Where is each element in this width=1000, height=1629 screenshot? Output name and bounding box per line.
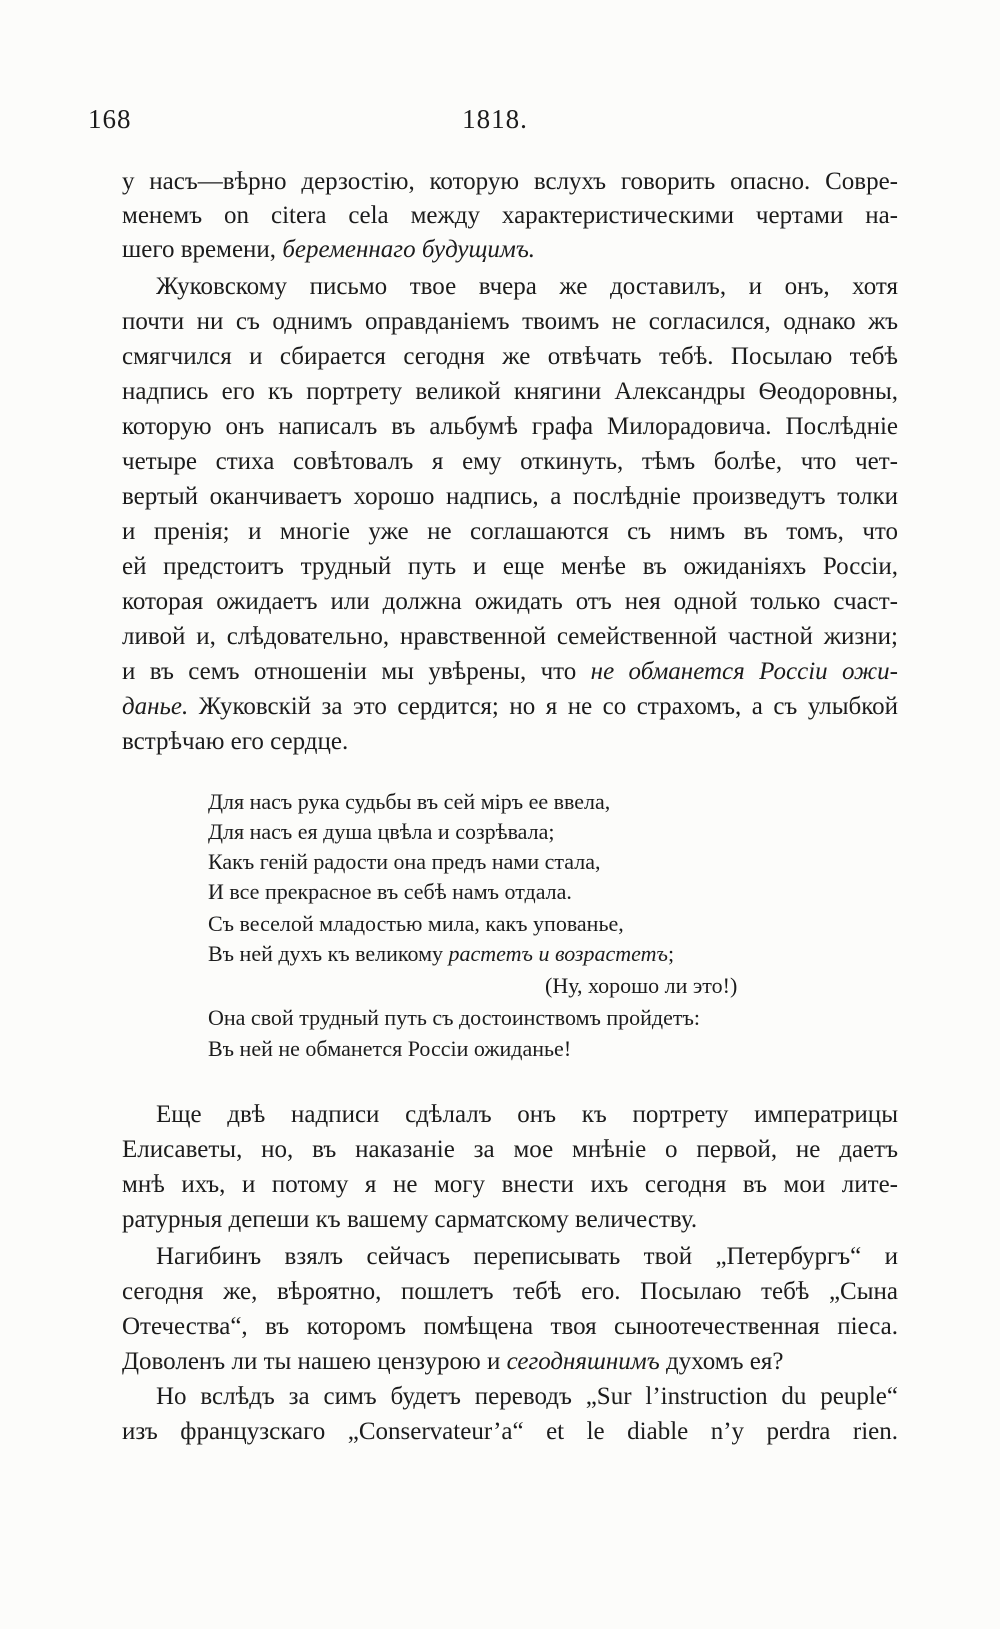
text-line: и пренія; и многіе уже не соглашаются съ нимъ въ томъ, что (122, 518, 898, 545)
verse-line: Для насъ рука судьбы въ сей міръ ее ввела, (208, 789, 611, 814)
page-number: 168 (88, 104, 132, 134)
text-line: Нагибинъ взялъ сейчасъ переписывать твой „Петербургъ“ и (156, 1243, 898, 1270)
text-line: данье. Жуковскій за это сердится; но я не со страхомъ, а съ улыбкой (122, 693, 898, 720)
text-line: ливой и, слѣдовательно, нравственной семейственной частной жизни; (122, 623, 898, 650)
verse-line: Въ ней духъ къ великому растетъ и возрастетъ; (208, 941, 675, 966)
text-line: Доволенъ ли ты нашею цензурою и сегодняшнимъ духомъ ея? (122, 1348, 784, 1375)
verse-line: Она свой трудный путь съ достоинствомъ пройдетъ: (208, 1005, 700, 1030)
text-line: сегодня же, вѣроятно, пошлетъ тебѣ его. Посылаю тебѣ „Сына (122, 1278, 898, 1305)
verse-line: Для насъ ея душа цвѣла и созрѣвала; (208, 819, 555, 844)
text-line: четыре стиха совѣтовалъ я ему откинуть, тѣмъ болѣе, что чет- (122, 448, 898, 475)
text-line: ратурныя депеши къ вашему сарматскому величеству. (122, 1206, 698, 1233)
italic-phrase: данье. (122, 693, 189, 720)
text-line: смягчился и сбирается сегодня же отвѣчать тебѣ. Посылаю тебѣ (122, 343, 898, 370)
verse-line: Какъ геній радости она предъ нами стала, (208, 849, 601, 874)
text-line: вертый оканчиваетъ хорошо надпись, а послѣдніе произведутъ толки (122, 483, 898, 510)
text-line: которая ожидаетъ или должна ожидать отъ нея одной только счаст- (122, 588, 898, 615)
italic-phrase: беременнаго будущимъ. (282, 236, 536, 263)
text-line: надпись его къ портрету великой княгини Александры Ѳеодоровны, (122, 378, 898, 405)
text-line: и въ семъ отношеніи мы увѣрены, что не обманется Россіи ожи- (122, 658, 898, 685)
verse-line: И все прекрасное въ себѣ намъ отдала. (208, 879, 572, 904)
text-line: изъ французскаго „Conservateur’a“ et le diable n’y perdra rien. (122, 1418, 898, 1445)
verse-line: Въ ней не обманется Россіи ожиданье! (208, 1036, 572, 1061)
verse-aside: (Ну, хорошо ли это!) (545, 973, 738, 998)
text-line: встрѣчаю его сердце. (122, 728, 349, 755)
running-title-year: 1818. (462, 104, 528, 134)
verse-line: Съ веселой младостью мила, какъ упованье, (208, 911, 624, 936)
text-line: Еще двѣ надписи сдѣлалъ онъ къ портрету императрицы (156, 1101, 898, 1128)
text-line: Но вслѣдъ за симъ будетъ переводъ „Sur l’instruction du peuple“ (156, 1383, 898, 1410)
text-line: ей предстоитъ трудный путь и еще менѣе въ ожиданіяхъ Россіи, (122, 553, 898, 580)
text-line: почти ни съ однимъ оправданіемъ твоимъ не согласился, однако жъ (122, 308, 898, 335)
italic-phrase: сегодняшнимъ (506, 1348, 660, 1375)
text-line: шего времени, беременнаго будущимъ. (122, 236, 536, 263)
italic-phrase: не обманется Россіи ожи- (590, 658, 898, 685)
text-line: Жуковскому письмо твое вчера же доставилъ, и онъ, хотя (156, 273, 898, 300)
text-line: Елисаветы, но, въ наказаніе за мое мнѣніе о первой, не даетъ (122, 1136, 898, 1163)
text-line: у насъ—вѣрно дерзостію, которую вслухъ говорить опасно. Совре- (122, 168, 898, 195)
text-line: которую онъ написалъ въ альбумѣ графа Милорадовича. Послѣдніе (122, 413, 898, 440)
text-line: Отечества“, въ которомъ помѣщена твоя сыноотечественная піеса. (122, 1313, 898, 1340)
text-line: менемъ on citera cela между характеристическими чертами на- (122, 202, 898, 229)
text-line: мнѣ ихъ, и потому я не могу внести ихъ сегодня въ мои лите- (122, 1171, 898, 1198)
italic-phrase: растетъ и возрастетъ (448, 941, 668, 966)
